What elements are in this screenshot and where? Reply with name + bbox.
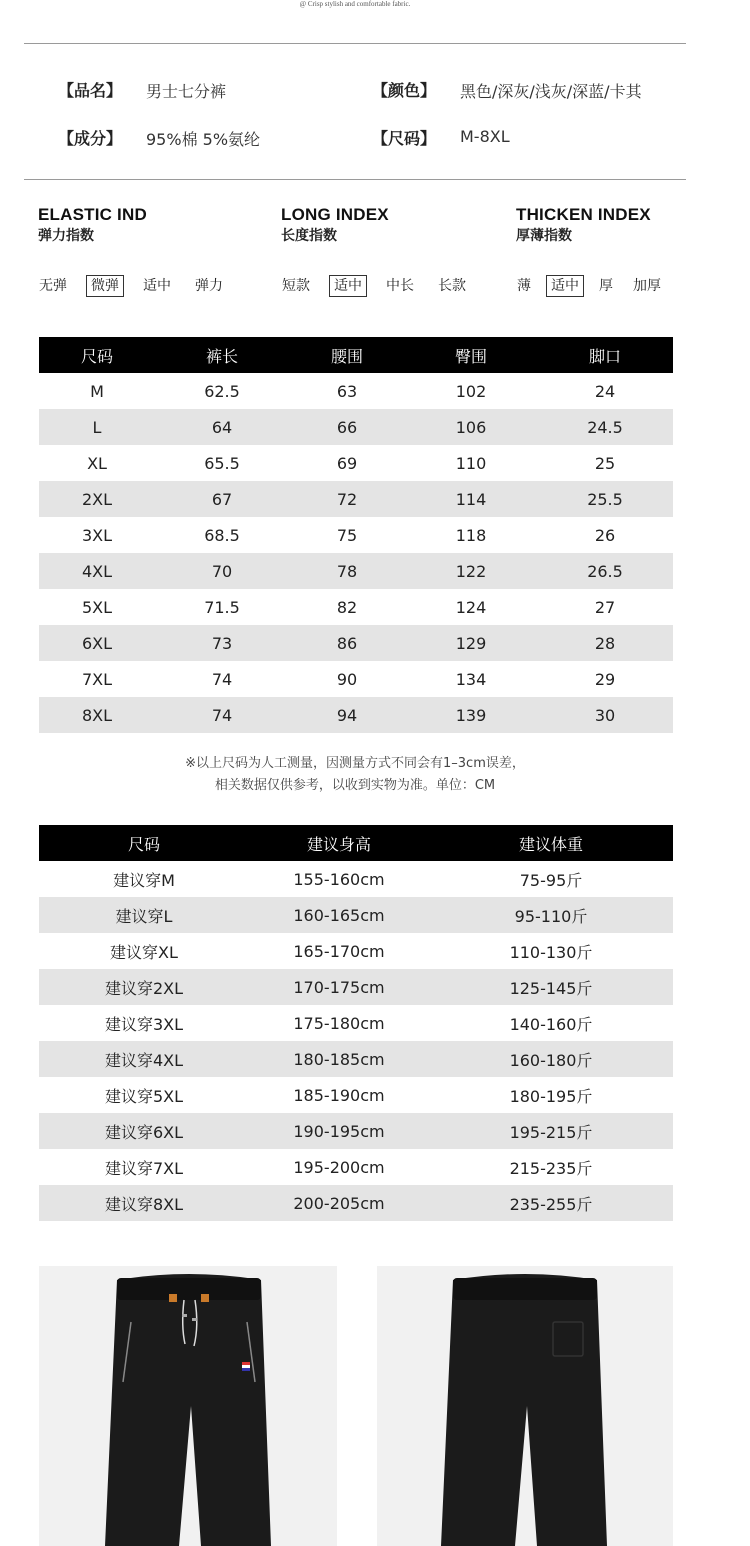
table-row <box>39 661 673 697</box>
table-cell: 26.5 <box>537 553 673 589</box>
table-header <box>39 825 673 861</box>
table-cell: 建议穿XL <box>110 942 178 962</box>
index-option-selected: 微弹 <box>86 275 124 297</box>
table-cell: 62.5 <box>204 381 240 401</box>
table-cell: XL <box>87 453 107 473</box>
table-cell: 27 <box>594 597 616 617</box>
table-cell: 建议穿8XL <box>39 1185 249 1221</box>
table-row <box>39 897 673 933</box>
column-header: 建议体重 <box>429 825 673 861</box>
table-cell: 建议穿6XL <box>39 1113 249 1149</box>
table-cell: 63 <box>336 381 358 401</box>
table-cell: 155-160cm <box>293 869 385 889</box>
table-cell: 建议穿M <box>113 870 175 890</box>
table-cell: 64 <box>155 409 289 445</box>
index-subtitle: 弹力指数 <box>38 228 94 244</box>
table-row <box>39 517 673 553</box>
table-cell: 建议穿7XL <box>104 1158 184 1178</box>
index-options <box>277 275 485 297</box>
measurement-note <box>0 753 710 797</box>
table-row <box>39 445 673 481</box>
table-row <box>39 373 673 409</box>
table-cell: 82 <box>336 597 358 617</box>
index-option: 无弹 <box>39 278 67 294</box>
index-option-selected: 适中 <box>329 275 367 297</box>
table-cell: 建议穿L <box>39 897 249 933</box>
index-subtitle: 长度指数 <box>281 228 337 244</box>
table-cell: 195-215斤 <box>429 1113 673 1149</box>
index-option: 加厚 <box>633 278 661 294</box>
table-cell: 200-205cm <box>249 1185 429 1221</box>
table-cell: 29 <box>594 669 616 689</box>
table-cell: 134 <box>455 669 487 689</box>
column-header: 建议身高 <box>249 825 429 861</box>
table-row <box>39 933 673 969</box>
table-cell: 180-195斤 <box>509 1086 593 1106</box>
table-cell: 94 <box>289 697 405 733</box>
color-value: 黑色/深灰/浅灰/深蓝/卡其 <box>460 82 642 101</box>
table-row <box>39 1185 673 1221</box>
table-cell: 95-110斤 <box>429 897 673 933</box>
table-cell: 24 <box>594 381 616 401</box>
index-options <box>512 275 666 297</box>
table-cell: 3XL <box>81 525 113 545</box>
table-cell: L <box>39 409 155 445</box>
column-header: 脚口 <box>537 337 673 373</box>
index-option: 适中 <box>143 278 171 294</box>
tagline: @ Crisp stylish and comfortable fabric. <box>299 0 411 8</box>
note-line: ※以上尺码为人工测量，因测量方式不同会有1–3cm误差， <box>185 756 525 771</box>
table-cell: 24.5 <box>537 409 673 445</box>
divider <box>24 179 686 180</box>
index-options <box>34 275 242 297</box>
index-option: 弹力 <box>195 278 223 294</box>
pants-front-illustration <box>39 1266 337 1546</box>
column-header: 尺码 <box>39 337 155 373</box>
pants-back-photo <box>377 1266 673 1546</box>
table-cell: 124 <box>455 597 487 617</box>
name-label: 【品名】 <box>58 81 123 100</box>
column-header: 尺码 <box>39 825 249 861</box>
pants-back-illustration <box>377 1266 673 1546</box>
table-cell: 139 <box>405 697 537 733</box>
table-row <box>39 1041 673 1077</box>
table-header <box>39 337 673 373</box>
index-option: 长款 <box>438 278 466 294</box>
column-header: 裤长 <box>155 337 289 373</box>
table-cell: M <box>90 381 104 401</box>
index-subtitle: 厚薄指数 <box>516 228 572 244</box>
table-cell: 165-170cm <box>293 941 385 961</box>
table-cell: 73 <box>155 625 289 661</box>
table-cell: 86 <box>289 625 405 661</box>
table-cell: 215-235斤 <box>509 1158 593 1178</box>
table-cell: 69 <box>336 453 358 473</box>
table-cell: 102 <box>455 381 487 401</box>
table-cell: 235-255斤 <box>429 1185 673 1221</box>
table-row <box>39 1077 673 1113</box>
table-cell: 建议穿2XL <box>39 969 249 1005</box>
size-value: M-8XL <box>460 127 510 146</box>
index-option: 短款 <box>282 278 310 294</box>
table-cell: 110-130斤 <box>509 942 593 962</box>
size-label: 【尺码】 <box>372 129 437 148</box>
table-cell: 106 <box>405 409 537 445</box>
table-cell: 180-185cm <box>249 1041 429 1077</box>
note-line: 相关数据仅供参考，以收到实物为准。单位：CM <box>214 778 496 793</box>
column-header: 臀围 <box>405 337 537 373</box>
table-cell: 30 <box>537 697 673 733</box>
table-row <box>39 625 673 661</box>
table-cell: 65.5 <box>204 453 240 473</box>
table-cell: 72 <box>289 481 405 517</box>
table-cell: 8XL <box>39 697 155 733</box>
table-cell: 140-160斤 <box>509 1014 593 1034</box>
length-index <box>281 205 485 297</box>
table-cell: 75 <box>336 525 358 545</box>
size-table <box>39 337 673 733</box>
table-cell: 170-175cm <box>249 969 429 1005</box>
table-cell: 110 <box>455 453 487 473</box>
table-cell: 175-180cm <box>293 1013 385 1033</box>
table-row <box>39 1005 673 1041</box>
table-cell: 129 <box>405 625 537 661</box>
table-cell: 67 <box>155 481 289 517</box>
index-option: 中长 <box>386 278 414 294</box>
name-value: 男士七分裤 <box>146 82 227 101</box>
material-label: 【成分】 <box>58 129 123 148</box>
table-cell: 195-200cm <box>293 1157 385 1177</box>
table-row <box>39 589 673 625</box>
table-row <box>39 409 673 445</box>
table-cell: 66 <box>289 409 405 445</box>
table-cell: 160-165cm <box>249 897 429 933</box>
table-cell: 70 <box>155 553 289 589</box>
table-row <box>39 481 673 517</box>
index-option-selected: 适中 <box>546 275 584 297</box>
index-title: LONG INDEX <box>281 205 389 224</box>
table-row <box>39 697 673 733</box>
table-cell: 6XL <box>39 625 155 661</box>
table-cell: 建议穿5XL <box>104 1086 184 1106</box>
column-header: 腰围 <box>289 337 405 373</box>
material-value: 95%棉 5%氨纶 <box>146 130 261 149</box>
index-title: ELASTIC IND <box>38 205 147 224</box>
table-row <box>39 553 673 589</box>
table-row <box>39 969 673 1005</box>
table-cell: 114 <box>405 481 537 517</box>
thickness-index <box>516 205 666 297</box>
table-row <box>39 861 673 897</box>
table-cell: 26 <box>594 525 616 545</box>
table-cell: 建议穿4XL <box>39 1041 249 1077</box>
elastic-index <box>38 205 242 297</box>
table-cell: 74 <box>155 697 289 733</box>
table-cell: 160-180斤 <box>429 1041 673 1077</box>
divider <box>24 43 686 44</box>
table-cell: 建议穿3XL <box>104 1014 184 1034</box>
table-cell: 71.5 <box>204 597 240 617</box>
table-cell: 74 <box>211 669 233 689</box>
index-title: THICKEN INDEX <box>516 205 651 224</box>
table-cell: 28 <box>537 625 673 661</box>
table-cell: 2XL <box>39 481 155 517</box>
table-row <box>39 1149 673 1185</box>
index-option: 厚 <box>599 278 613 294</box>
table-cell: 118 <box>455 525 487 545</box>
table-cell: 75-95斤 <box>519 870 583 890</box>
pants-front-photo <box>39 1266 337 1546</box>
index-option: 薄 <box>517 278 531 294</box>
table-cell: 78 <box>289 553 405 589</box>
table-cell: 68.5 <box>204 525 240 545</box>
recommend-table <box>39 825 673 1221</box>
table-cell: 25 <box>594 453 616 473</box>
table-cell: 7XL <box>81 669 113 689</box>
table-cell: 5XL <box>81 597 113 617</box>
table-row <box>39 1113 673 1149</box>
table-cell: 185-190cm <box>293 1085 385 1105</box>
table-cell: 25.5 <box>537 481 673 517</box>
table-cell: 190-195cm <box>249 1113 429 1149</box>
table-cell: 4XL <box>39 553 155 589</box>
color-label: 【颜色】 <box>372 81 437 100</box>
table-cell: 125-145斤 <box>429 969 673 1005</box>
table-cell: 90 <box>336 669 358 689</box>
table-cell: 122 <box>405 553 537 589</box>
